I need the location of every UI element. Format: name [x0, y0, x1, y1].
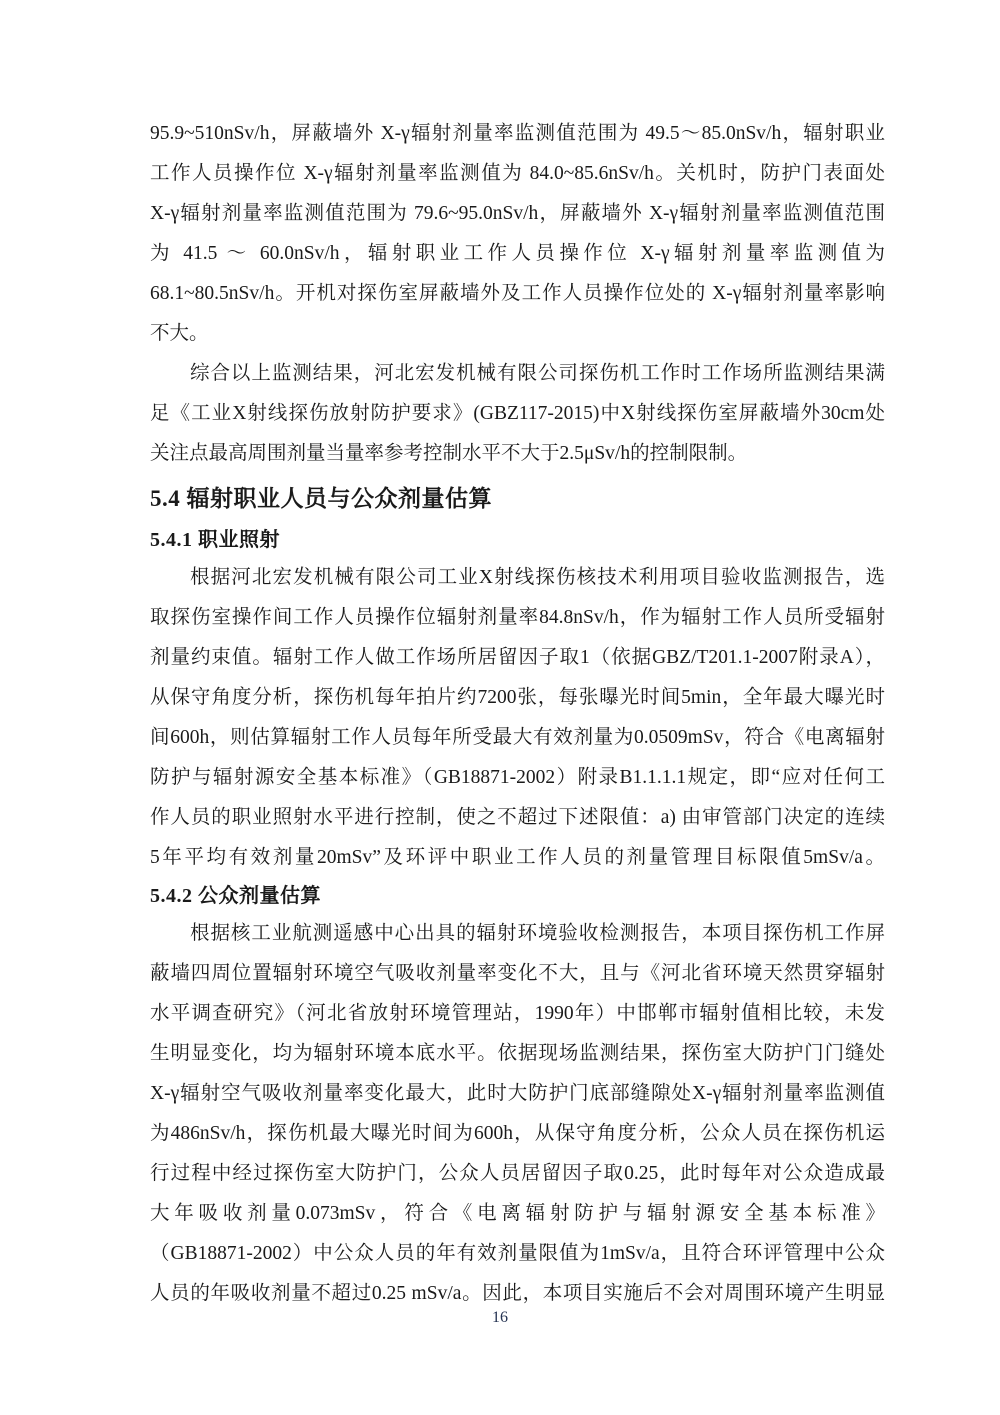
paragraph-line: X-γ辐射剂量率监测值范围为 79.6~95.0nSv/h，屏蔽墙外 X-γ辐射剂量率监测值范围 [150, 203, 885, 224]
paragraph-monitoring-results [150, 114, 885, 354]
paragraph-line: 为 41.5 ～ 60.0nSv/h，辐射职业工作人员操作位 X-γ辐射剂量率监测值为 [150, 243, 885, 264]
paragraph-conclusion-monitoring [150, 354, 885, 474]
paragraph-line: 行过程中经过探伤室大防护门，公众人员居留因子取0.25，此时每年对公众造成最 [150, 1163, 885, 1184]
paragraph-line: 剂量约束值。辐射工作人做工作场所居留因子取1（依据GBZ/T201.1-2007附录A）， [150, 647, 885, 668]
section-heading-5-4-2: 5.4.2 公众剂量估算 [150, 885, 321, 907]
page-number: 16 [492, 1309, 508, 1326]
paragraph-line: 根据核工业航测遥感中心出具的辐射环境验收检测报告，本项目探伤机工作屏 [189, 923, 885, 944]
paragraph-line: 蔽墙四周位置辐射环境空气吸收剂量率变化不大，且与《河北省环境天然贯穿辐射 [150, 963, 885, 984]
paragraph-line: 作人员的职业照射水平进行控制，使之不超过下述限值：a) 由审管部门决定的连续 [150, 807, 885, 828]
section-heading-5-4-1: 5.4.1 职业照射 [150, 529, 280, 551]
paragraph-line: 间600h，则估算辐射工作人员每年所受最大有效剂量为0.0509mSv，符合《电离辐射 [150, 727, 885, 748]
paragraph-line: 足《工业X射线探伤放射防护要求》(GBZ117-2015)中X射线探伤室屏蔽墙外30cm处 [150, 403, 885, 424]
paragraph-line: 取探伤室操作间工作人员操作位辐射剂量率84.8nSv/h，作为辐射工作人员所受辐射 [150, 607, 885, 628]
paragraph-line: 从保守角度分析，探伤机每年拍片约7200张，每张曝光时间5min，全年最大曝光时 [150, 687, 885, 708]
paragraph-line: 大年吸收剂量0.073mSv，符合《电离辐射防护与辐射源安全基本标准》 [150, 1203, 885, 1224]
paragraph-line: 防护与辐射源安全基本标准》（GB18871-2002）附录B1.1.1.1规定，即“应对任何工 [150, 767, 885, 788]
paragraph-occupational-exposure [150, 558, 885, 878]
paragraph-line: 综合以上监测结果，河北宏发机械有限公司探伤机工作时工作场所监测结果满 [189, 363, 885, 384]
paragraph-line: 不大。 [150, 323, 209, 344]
paragraph-line: 人员的年吸收剂量不超过0.25 mSv/a。因此，本项目实施后不会对周围环境产生明显 [150, 1283, 885, 1304]
document-content [150, 114, 885, 1314]
paragraph-line: 68.1~80.5nSv/h。开机对探伤室屏蔽墙外及工作人员操作位处的 X-γ辐射剂量率影响 [150, 283, 885, 304]
paragraph-line: 根据河北宏发机械有限公司工业X射线探伤核技术利用项目验收监测报告，选 [189, 567, 885, 588]
paragraph-line: （GB18871-2002）中公众人员的年有效剂量限值为1mSv/a，且符合环评管理中公众 [150, 1243, 885, 1264]
paragraph-public-dose-estimate [150, 914, 885, 1314]
paragraph-line: 生明显变化，均为辐射环境本底水平。依据现场监测结果，探伤室大防护门门缝处 [150, 1043, 885, 1064]
paragraph-line: X-γ辐射空气吸收剂量率变化最大，此时大防护门底部缝隙处X-γ辐射剂量率监测值 [150, 1083, 885, 1104]
paragraph-line: 5年平均有效剂量20mSv”及环评中职业工作人员的剂量管理目标限值5mSv/a。 [150, 847, 885, 868]
paragraph-line: 为486nSv/h，探伤机最大曝光时间为600h，从保守角度分析，公众人员在探伤机运 [150, 1123, 885, 1144]
paragraph-line: 水平调查研究》（河北省放射环境管理站，1990年）中邯郸市辐射值相比较，未发 [150, 1003, 885, 1024]
paragraph-line: 工作人员操作位 X-γ辐射剂量率监测值为 84.0~85.6nSv/h。关机时，防护门表面处 [150, 163, 885, 184]
section-heading-5-4: 5.4 辐射职业人员与公众剂量估算 [150, 486, 492, 511]
paragraph-line: 95.9~510nSv/h，屏蔽墙外 X-γ辐射剂量率监测值范围为 49.5～85.0nSv/h，辐射职业 [150, 123, 885, 144]
paragraph-line: 关注点最高周围剂量当量率参考控制水平不大于2.5μSv/h的控制限制。 [150, 443, 748, 464]
